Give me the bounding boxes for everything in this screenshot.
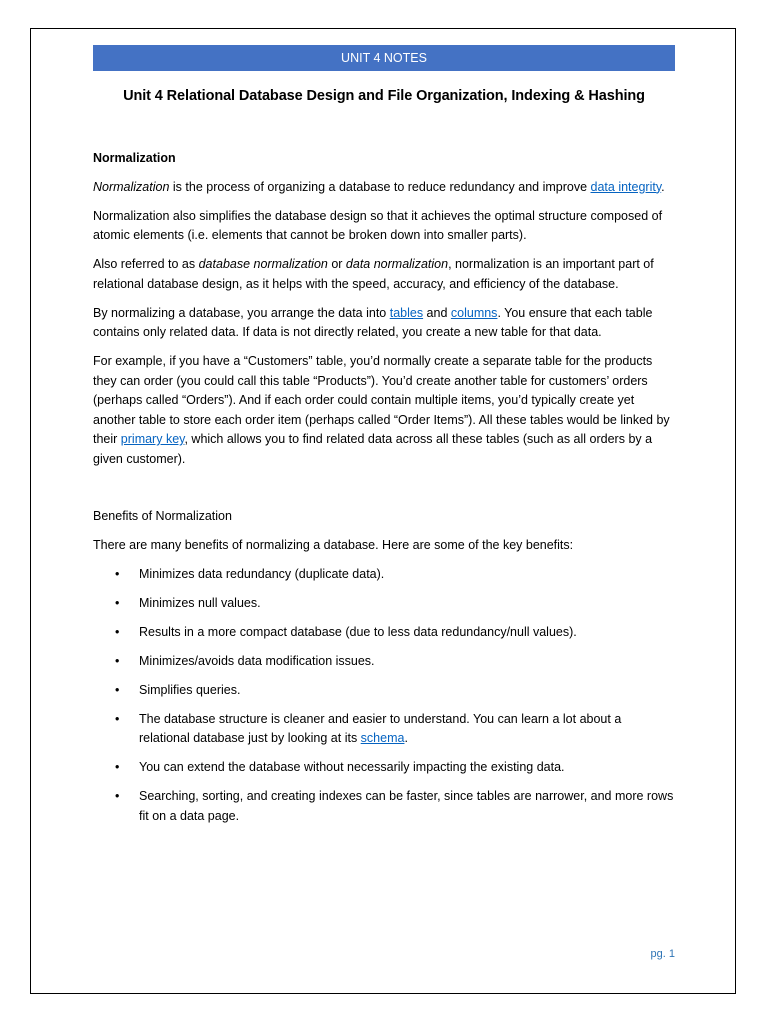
paragraph-text: . You ensure that each table contains only related data. If data is not directly related, you create a new table for that data. — [93, 305, 653, 339]
list-item — [93, 758, 675, 778]
normalization-heading: Normalization — [93, 151, 176, 165]
document-title: Unit 4 Relational Database Design and File Organization, Indexing & Hashing — [123, 88, 645, 104]
bullet: • — [115, 789, 120, 803]
list-item-text: Minimizes data redundancy (duplicate data). — [139, 566, 385, 581]
benefits-list — [93, 565, 675, 827]
bullet: • — [115, 566, 120, 581]
list-item-text: . — [404, 731, 408, 745]
paragraph-text: or — [327, 257, 346, 271]
normalization-paragraph-3 — [93, 255, 675, 294]
list-item-text: Results in a more compact database (due to less data redundancy/null values). — [139, 624, 577, 639]
schema-link[interactable]: schema — [360, 731, 405, 745]
bullet: • — [115, 682, 120, 697]
paragraph-text: , normalization is an important part of relational database design, as it helps with the speed, accuracy, and efficiency of the database. — [93, 257, 654, 291]
list-item-text: Minimizes null values. — [139, 595, 261, 610]
bullet: • — [115, 711, 120, 726]
list-item-text: The database structure is cleaner and easier to understand. You can learn a lot about a relational database just by looking at its — [139, 711, 622, 745]
benefits-intro: There are many benefits of normalizing a database. Here are some of the key benefits: — [93, 537, 574, 552]
term-database-normalization: database normalization — [198, 257, 328, 271]
normalization-paragraph-4 — [93, 304, 675, 343]
paragraph-text: , which allows you to find related data across all these tables (such as all orders by a given customer). — [93, 432, 653, 466]
bullet: • — [115, 760, 120, 774]
paragraph-text: By normalizing a database, you arrange the data into — [93, 305, 390, 320]
list-item — [93, 710, 675, 749]
list-item — [93, 594, 675, 614]
paragraph-text: . — [661, 179, 665, 194]
list-item — [93, 623, 675, 643]
list-item-text: You can extend the database without necessarily impacting the existing data. — [139, 760, 565, 774]
normalization-paragraph-1 — [93, 178, 675, 198]
normalization-term: Normalization — [93, 179, 170, 194]
data-integrity-link[interactable]: data integrity — [590, 179, 662, 194]
list-item — [93, 652, 675, 672]
document-page — [93, 45, 675, 836]
bullet: • — [115, 653, 120, 668]
paragraph-text: is the process of organizing a database to reduce redundancy and improve — [169, 179, 591, 194]
normalization-paragraph-2: Normalization also simplifies the database design so that it achieves the optimal structure composed of atomic elements (i.e. elements that cannot be broken down into smaller parts). — [93, 208, 663, 242]
list-item — [93, 565, 675, 585]
list-item-text: Simplifies queries. — [139, 682, 241, 697]
tables-link[interactable]: tables — [389, 305, 424, 320]
term-data-normalization: data normalization — [345, 257, 449, 271]
header-label: UNIT 4 NOTES — [341, 51, 427, 65]
bullet: • — [115, 595, 120, 610]
paragraph-text: For example, if you have a “Customers” table, you’d normally create a separate table for the products they can order (you could call this table “Products”). You’d create another table for customers’ orders (perhaps called “Orders”). And if each order could contain multiple items, you’d typically create yet another table to store each order item (perhaps called “Order Items”). All these tables would be linked by their — [93, 354, 670, 446]
bullet: • — [115, 624, 120, 639]
page-number: pg. 1 — [650, 948, 675, 960]
list-item-text: Searching, sorting, and creating indexes can be faster, since tables are narrower, and more rows fit on a data page. — [139, 789, 674, 823]
paragraph-text: Also referred to as — [93, 257, 199, 271]
list-item-text: Minimizes/avoids data modification issues. — [139, 653, 375, 668]
list-item — [93, 681, 675, 701]
primary-key-link[interactable]: primary key — [120, 432, 185, 446]
list-item — [93, 787, 675, 826]
normalization-paragraph-5 — [93, 352, 675, 469]
header-bar — [93, 45, 675, 71]
columns-link[interactable]: columns — [450, 305, 498, 320]
benefits-heading: Benefits of Normalization — [93, 508, 232, 523]
paragraph-text: and — [423, 305, 451, 320]
